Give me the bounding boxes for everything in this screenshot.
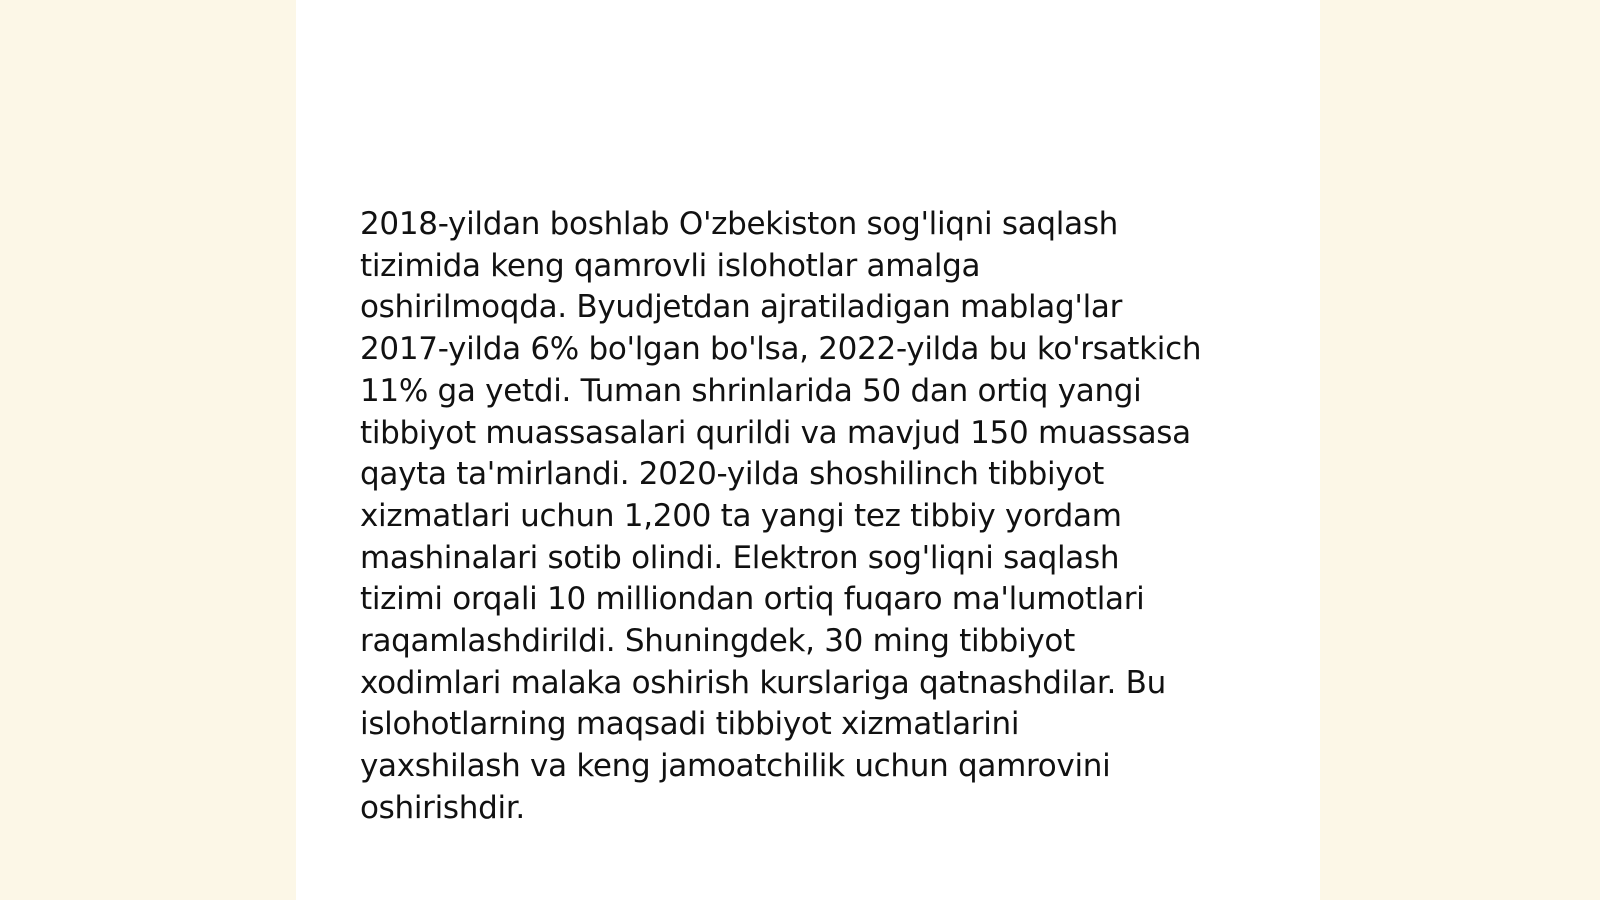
paragraph-line: tizimi orqali 10 milliondan ortiq fuqaro ma'lumotlari bbox=[360, 581, 1145, 618]
paragraph-line: oshirishdir. bbox=[360, 789, 525, 826]
paragraph-line: 11% ga yetdi. Tuman shrinlarida 50 dan ortiq yangi bbox=[360, 372, 1142, 409]
paragraph-line: tizimida keng qamrovli islohotlar amalga bbox=[360, 247, 981, 284]
paragraph-line: oshirilmoqda. Byudjetdan ajratiladigan mablag'lar bbox=[360, 289, 1123, 326]
paragraph-line: xodimlari malaka oshirish kurslariga qatnashdilar. Bu bbox=[360, 664, 1166, 701]
body-paragraph bbox=[360, 204, 1260, 830]
document-page bbox=[296, 0, 1320, 900]
paragraph-line: raqamlashdirildi. Shuningdek, 30 ming tibbiyot bbox=[360, 623, 1075, 660]
paragraph-line: yaxshilash va keng jamoatchilik uchun qamrovini bbox=[360, 748, 1111, 785]
paragraph-line: mashinalari sotib olindi. Elektron sog'liqni saqlash bbox=[360, 539, 1120, 576]
paragraph-line: qayta ta'mirlandi. 2020-yilda shoshilinch tibbiyot bbox=[360, 456, 1104, 493]
paragraph-line: 2018-yildan boshlab O'zbekiston sog'liqni saqlash bbox=[360, 206, 1119, 242]
paragraph-line: tibbiyot muassasalari qurildi va mavjud 150 muassasa bbox=[360, 414, 1191, 451]
paragraph-line: 2017-yilda 6% bo'lgan bo'lsa, 2022-yilda bu ko'rsatkich bbox=[360, 331, 1202, 368]
paragraph-line: islohotlarning maqsadi tibbiyot xizmatlarini bbox=[360, 706, 1020, 743]
paragraph-line: xizmatlari uchun 1,200 ta yangi tez tibbiy yordam bbox=[360, 497, 1122, 534]
